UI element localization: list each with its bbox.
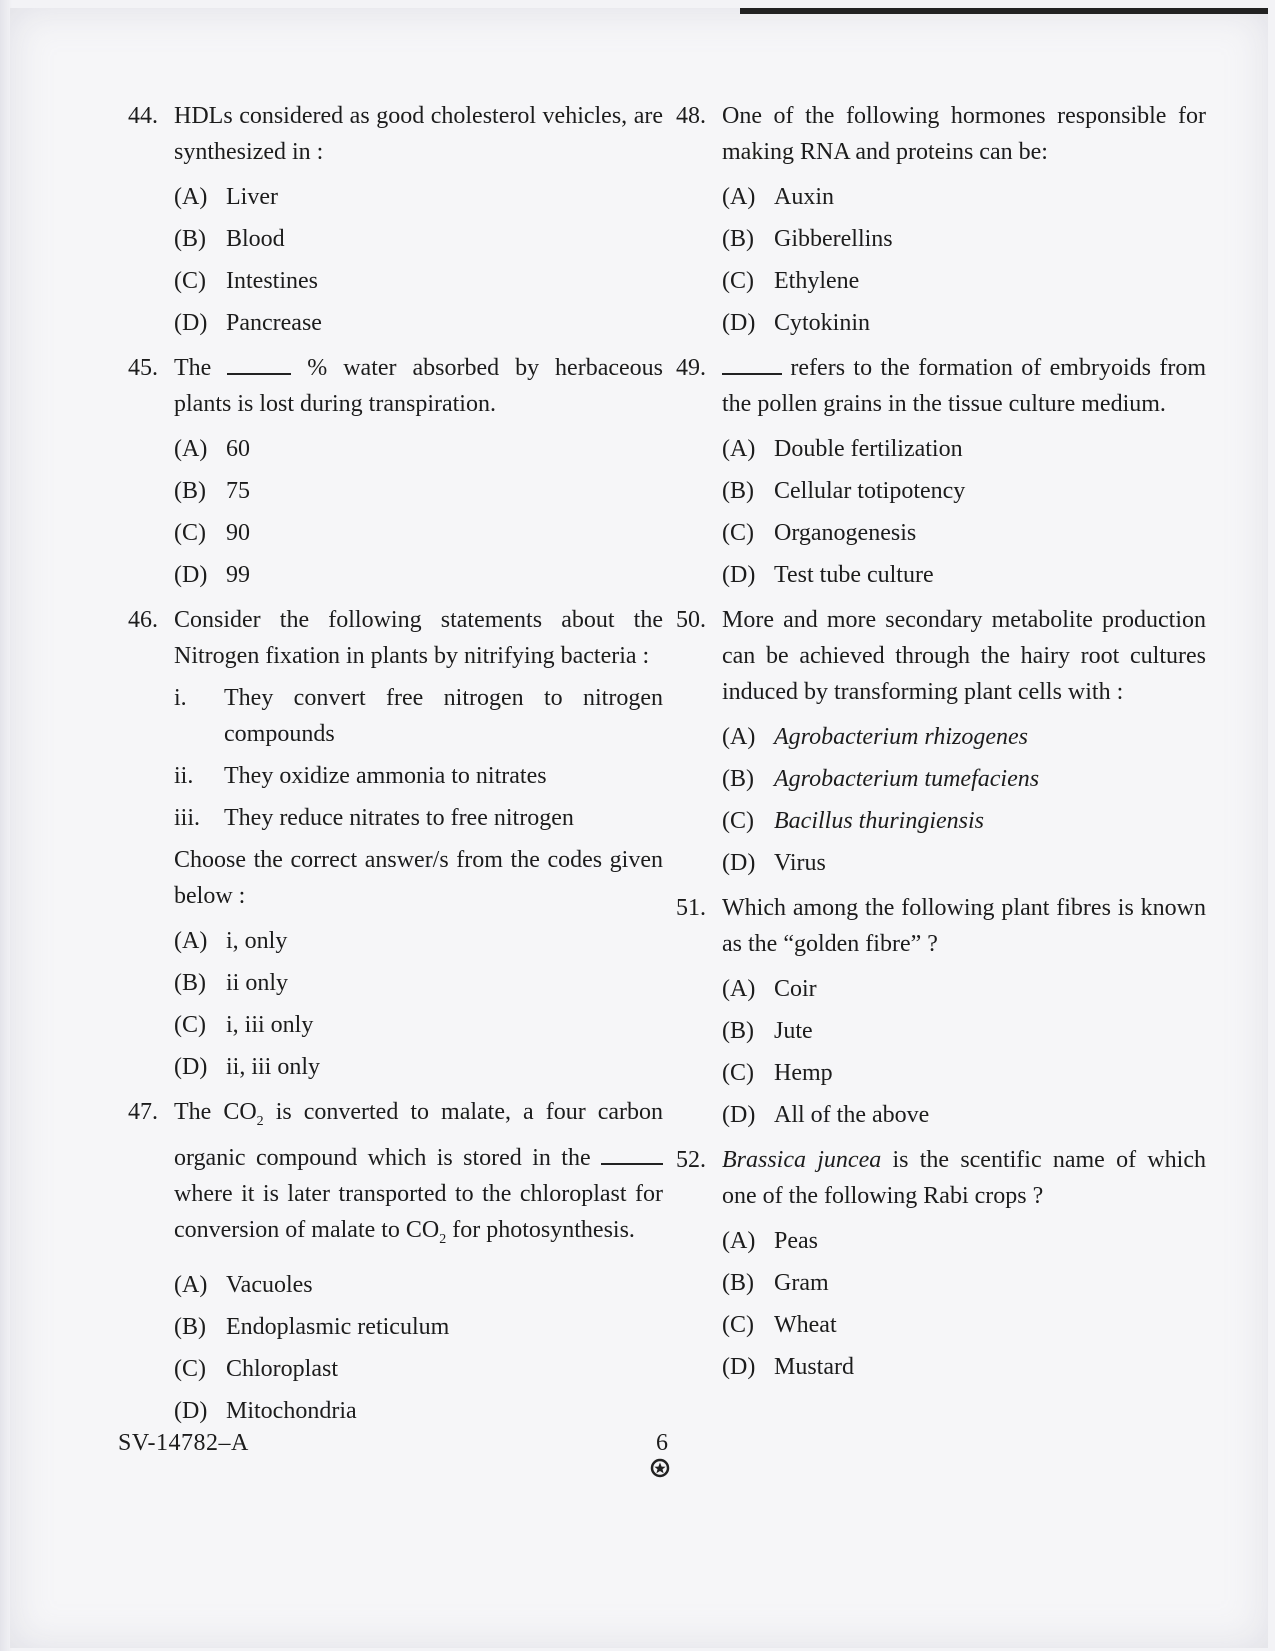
question-number: 51. <box>676 895 706 921</box>
option-d[interactable]: (D) 99 <box>174 562 250 588</box>
option-c[interactable]: (C) Organogenesis <box>722 520 917 546</box>
option-c[interactable]: (C) Wheat <box>722 1312 837 1338</box>
question-number: 46. <box>128 607 158 633</box>
option-b[interactable]: (B) Endoplasmic reticulum <box>174 1313 450 1340</box>
answer-blank <box>227 353 291 375</box>
option-a[interactable]: (A) Coir <box>722 976 817 1002</box>
question-number: 49. <box>676 355 706 381</box>
option-b[interactable]: (B) Cellular totipotency <box>722 478 966 504</box>
paper-code: SV-14782–A <box>118 1430 249 1456</box>
question-text: Which among the following plant fibres is known as the “golden fibre” ? <box>722 895 1206 957</box>
instruction-text: Choose the correct answer/s from the codes given below : <box>174 847 663 909</box>
option-d[interactable]: (D) All of the above <box>722 1102 930 1128</box>
question-text: Consider the following statements about the Nitrogen fixation in plants by nitrifying bacteria : <box>174 607 663 669</box>
option-d[interactable]: (D) Pancrease <box>174 310 322 336</box>
option-a[interactable]: (A) 60 <box>174 436 250 462</box>
option-a[interactable]: (A) i, only <box>174 928 288 954</box>
option-c[interactable]: (C) i, iii only <box>174 1012 314 1038</box>
options-list <box>722 1220 1206 1388</box>
top-rule <box>740 8 1268 14</box>
option-d[interactable]: (D) Mitochondria <box>174 1397 357 1424</box>
option-a[interactable]: (A) Double fertilization <box>722 436 963 462</box>
option-b[interactable]: (B) Blood <box>174 226 285 252</box>
option-a[interactable]: (A) Auxin <box>722 184 834 210</box>
option-b[interactable]: (B) Jute <box>722 1018 813 1044</box>
question-text: One of the following hormones responsible for making RNA and proteins can be: <box>722 103 1206 165</box>
option-c[interactable]: (C) Chloroplast <box>174 1355 338 1382</box>
option-d[interactable]: (D) Test tube culture <box>722 562 934 588</box>
question-52 <box>666 1142 1206 1388</box>
question-48 <box>666 98 1206 344</box>
answer-blank <box>722 353 782 375</box>
option-b[interactable]: (B) Gibberellins <box>722 226 893 252</box>
options-list <box>722 176 1206 344</box>
question-44 <box>118 98 663 344</box>
option-c[interactable]: (C) Intestines <box>174 268 318 294</box>
options-list <box>174 1264 663 1432</box>
statement-ii: ii. They oxidize ammonia to nitrates <box>174 763 547 789</box>
right-column <box>666 98 1206 1394</box>
option-a[interactable]: (A) Agrobacterium rhizogenes <box>722 724 1028 750</box>
question-number: 52. <box>676 1147 706 1173</box>
statement-iii: iii. They reduce nitrates to free nitrogen <box>174 805 574 831</box>
option-d[interactable]: (D) ii, iii only <box>174 1054 321 1080</box>
left-column <box>118 98 663 1438</box>
question-47 <box>118 1094 663 1432</box>
question-text: The % water absorbed by herbaceous plants is lost during transpiration. <box>174 355 663 417</box>
options-list <box>722 716 1206 884</box>
options-list <box>174 920 663 1088</box>
star-circle-icon <box>650 1458 670 1478</box>
question-46 <box>118 602 663 1088</box>
question-51 <box>666 890 1206 1136</box>
question-text: refers to the formation of embryoids from the pollen grains in the tissue culture medium. <box>722 355 1207 417</box>
option-a[interactable]: (A) Liver <box>174 184 278 210</box>
question-number: 44. <box>128 103 158 129</box>
option-d[interactable]: (D) Virus <box>722 850 826 876</box>
option-c[interactable]: (C) Ethylene <box>722 268 860 294</box>
option-b[interactable]: (B) Agrobacterium tumefaciens <box>722 766 1040 792</box>
option-c[interactable]: (C) Bacillus thuringiensis <box>722 808 984 834</box>
option-a[interactable]: (A) Vacuoles <box>174 1271 313 1298</box>
question-text: HDLs considered as good cholesterol vehicles, are synthesized in : <box>174 103 663 165</box>
option-b[interactable]: (B) 75 <box>174 478 250 504</box>
question-49 <box>666 350 1206 596</box>
statement-i: i. They convert free nitrogen to nitrogen compounds <box>174 685 663 747</box>
options-list <box>174 428 663 596</box>
option-b[interactable]: (B) ii only <box>174 970 289 996</box>
question-number: 45. <box>128 355 158 381</box>
answer-blank <box>601 1143 663 1165</box>
option-c[interactable]: (C) 90 <box>174 520 250 546</box>
option-c[interactable]: (C) Hemp <box>722 1060 833 1086</box>
options-list <box>174 176 663 344</box>
option-a[interactable]: (A) Peas <box>722 1228 818 1254</box>
question-number: 50. <box>676 607 706 633</box>
question-text: The $CO_2$ is converted to malate, a four carbon organic compound which is stored in the where it is later transported to the chloroplast for conversion of malate to $CO_2$ for photosynthesis. <box>174 1099 663 1247</box>
options-list <box>722 428 1206 596</box>
question-text: Brassica juncea is the scentific name of which one of the following Rabi crops ? <box>722 1147 1206 1209</box>
question-text: More and more secondary metabolite production can be achieved through the hairy root cultures induced by transforming plant cells with : <box>722 607 1206 705</box>
question-45 <box>118 350 663 596</box>
option-d[interactable]: (D) Cytokinin <box>722 310 871 336</box>
question-number: 48. <box>676 103 706 129</box>
question-number: 47. <box>128 1099 158 1125</box>
option-d[interactable]: (D) Mustard <box>722 1354 854 1380</box>
statements-list <box>174 680 663 836</box>
option-b[interactable]: (B) Gram <box>722 1270 829 1296</box>
page-number: 6 <box>656 1430 668 1456</box>
options-list <box>722 968 1206 1136</box>
question-50 <box>666 602 1206 884</box>
